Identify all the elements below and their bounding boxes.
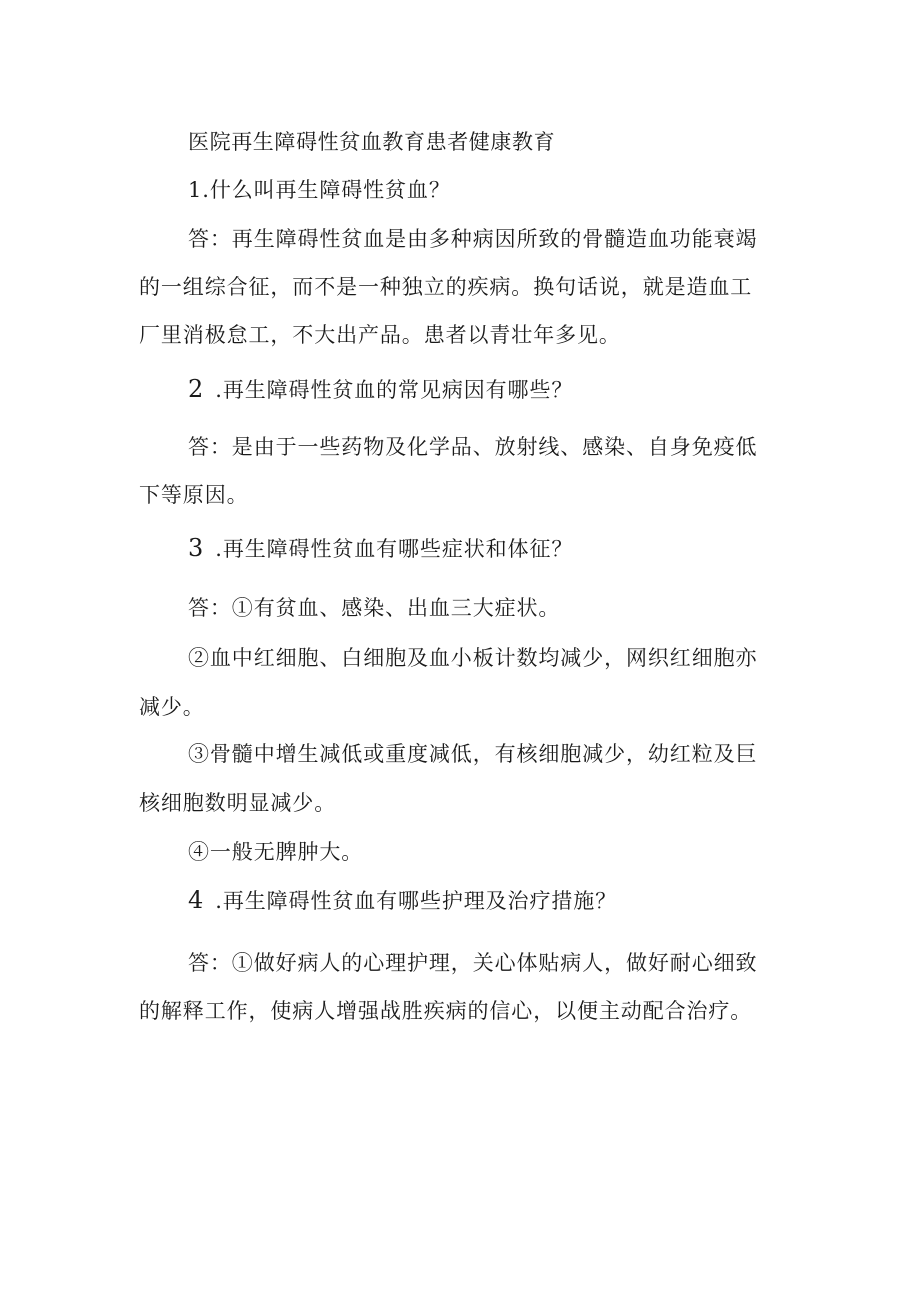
answer-4-line-1: 答：①做好病人的心理护理，关心体贴病人，做好耐心细致 bbox=[188, 951, 758, 975]
question-2-text: .再生障碍性贫血的常见病因有哪些？ bbox=[215, 378, 574, 402]
answer-1-line-2: 的一组综合征，而不是一种独立的疾病。换句话说，就是造血工 bbox=[139, 275, 753, 299]
answer-3-item-1: 答：①有贫血、感染、出血三大症状。 bbox=[188, 596, 561, 620]
document-title: 医院再生障碍性贫血教育患者健康教育 bbox=[188, 130, 556, 154]
answer-1-line-1: 答：再生障碍性贫血是由多种病因所致的骨髓造血功能衰竭 bbox=[188, 227, 758, 251]
answer-3-item-3-line-1: ③骨髓中增生减低或重度减低，有核细胞减少，幼红粒及巨 bbox=[188, 742, 758, 766]
answer-2-line-2: 下等原因。 bbox=[139, 483, 249, 507]
question-3-number: 3 bbox=[188, 534, 204, 562]
answer-3-item-4: ④一般无脾肿大。 bbox=[188, 840, 364, 864]
question-4-text: .再生障碍性贫血有哪些护理及治疗措施？ bbox=[215, 889, 618, 913]
answer-3-item-2-line-2: 减少。 bbox=[139, 695, 205, 719]
answer-4-line-2: 的解释工作，使病人增强战胜疾病的信心，以便主动配合治疗。 bbox=[139, 999, 753, 1023]
question-3 bbox=[0, 534, 920, 563]
question-1: 1.什么叫再生障碍性贫血？ bbox=[188, 178, 451, 202]
question-2 bbox=[0, 375, 920, 404]
question-4 bbox=[0, 886, 920, 915]
answer-3-item-3-line-2: 核细胞数明显减少。 bbox=[139, 791, 337, 815]
answer-1-line-3: 厂里消极怠工，不大出产品。患者以青壮年多见。 bbox=[139, 323, 621, 347]
answer-2-line-1: 答：是由于一些药物及化学品、放射线、感染、自身免疫低 bbox=[188, 435, 758, 459]
answer-3-item-2-line-1: ②血中红细胞、白细胞及血小板计数均减少，网织红细胞亦 bbox=[188, 646, 758, 670]
question-3-text: .再生障碍性贫血有哪些症状和体征？ bbox=[215, 537, 574, 561]
question-4-number: 4 bbox=[188, 886, 204, 914]
question-2-number: 2 bbox=[188, 375, 204, 403]
